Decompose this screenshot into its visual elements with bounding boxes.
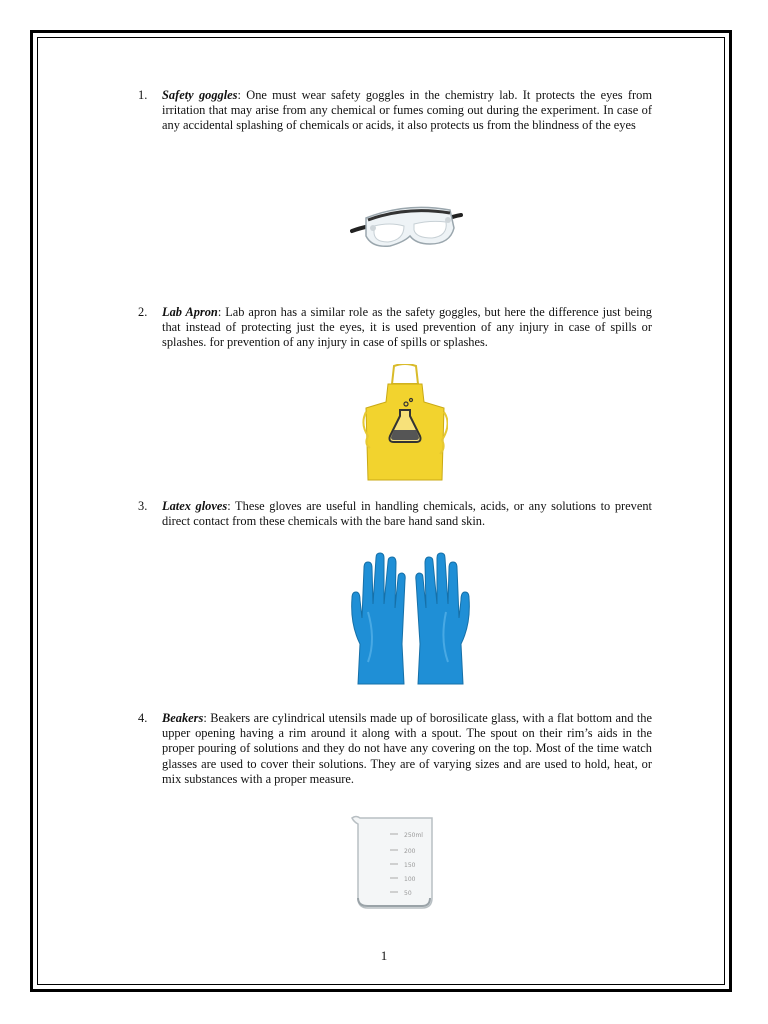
list-number: 1.	[138, 88, 148, 102]
beaker-mark: 100	[404, 876, 416, 883]
beaker-mark: 50	[404, 890, 412, 897]
beaker-image	[348, 812, 440, 912]
beaker-mark: 250ml	[404, 832, 423, 839]
page-number: 1	[380, 948, 388, 963]
list-number: 4.	[138, 711, 148, 725]
term: Beakers	[162, 711, 204, 725]
list-item-latex-gloves	[138, 499, 652, 529]
beaker-mark: 150	[404, 862, 416, 869]
term: Latex gloves	[162, 499, 228, 513]
list-number: 3.	[138, 499, 148, 513]
term: Lab Apron	[162, 305, 218, 319]
beaker-mark: 200	[404, 848, 416, 855]
list-item-safety-goggles	[138, 88, 652, 134]
description: : Lab apron has a similar role as the safety goggles, but here the difference just being that instead of protecting just the eyes, it is used prevention of any injury in case of spills or splashes. for prevention of any injury in case of spills or splashes.	[162, 305, 652, 350]
list-item-beakers	[138, 711, 652, 787]
safety-goggles-image	[350, 198, 464, 256]
list-number: 2.	[138, 305, 148, 319]
term: Safety goggles	[162, 88, 238, 102]
description: : These gloves are useful in handling chemicals, acids, or any solutions to prevent direct contact from these chemicals with the bare hand sand skin.	[162, 499, 653, 529]
description: : Beakers are cylindrical utensils made up of borosilicate glass, with a flat bottom and the upper opening having a rim around it along with a spout. The spout on their rim’s aids in the proper pouring of solutions and they do not have any covering on the top. Most of the time watch glasses are used to cover their solutions. They are of varying sizes and are used to hold, heat, or mix substances with a proper measure.	[162, 711, 652, 786]
lab-apron-image	[362, 364, 448, 482]
description: : One must wear safety goggles in the chemistry lab. It protects the eyes from irritation that may arise from any chemical or fumes coming out during the experiment. In case of any accidental splashing of chemicals or acids, it also protects us from the blindness of the eyes	[162, 88, 652, 133]
latex-gloves-image	[348, 552, 470, 690]
list-item-lab-apron	[138, 305, 652, 351]
